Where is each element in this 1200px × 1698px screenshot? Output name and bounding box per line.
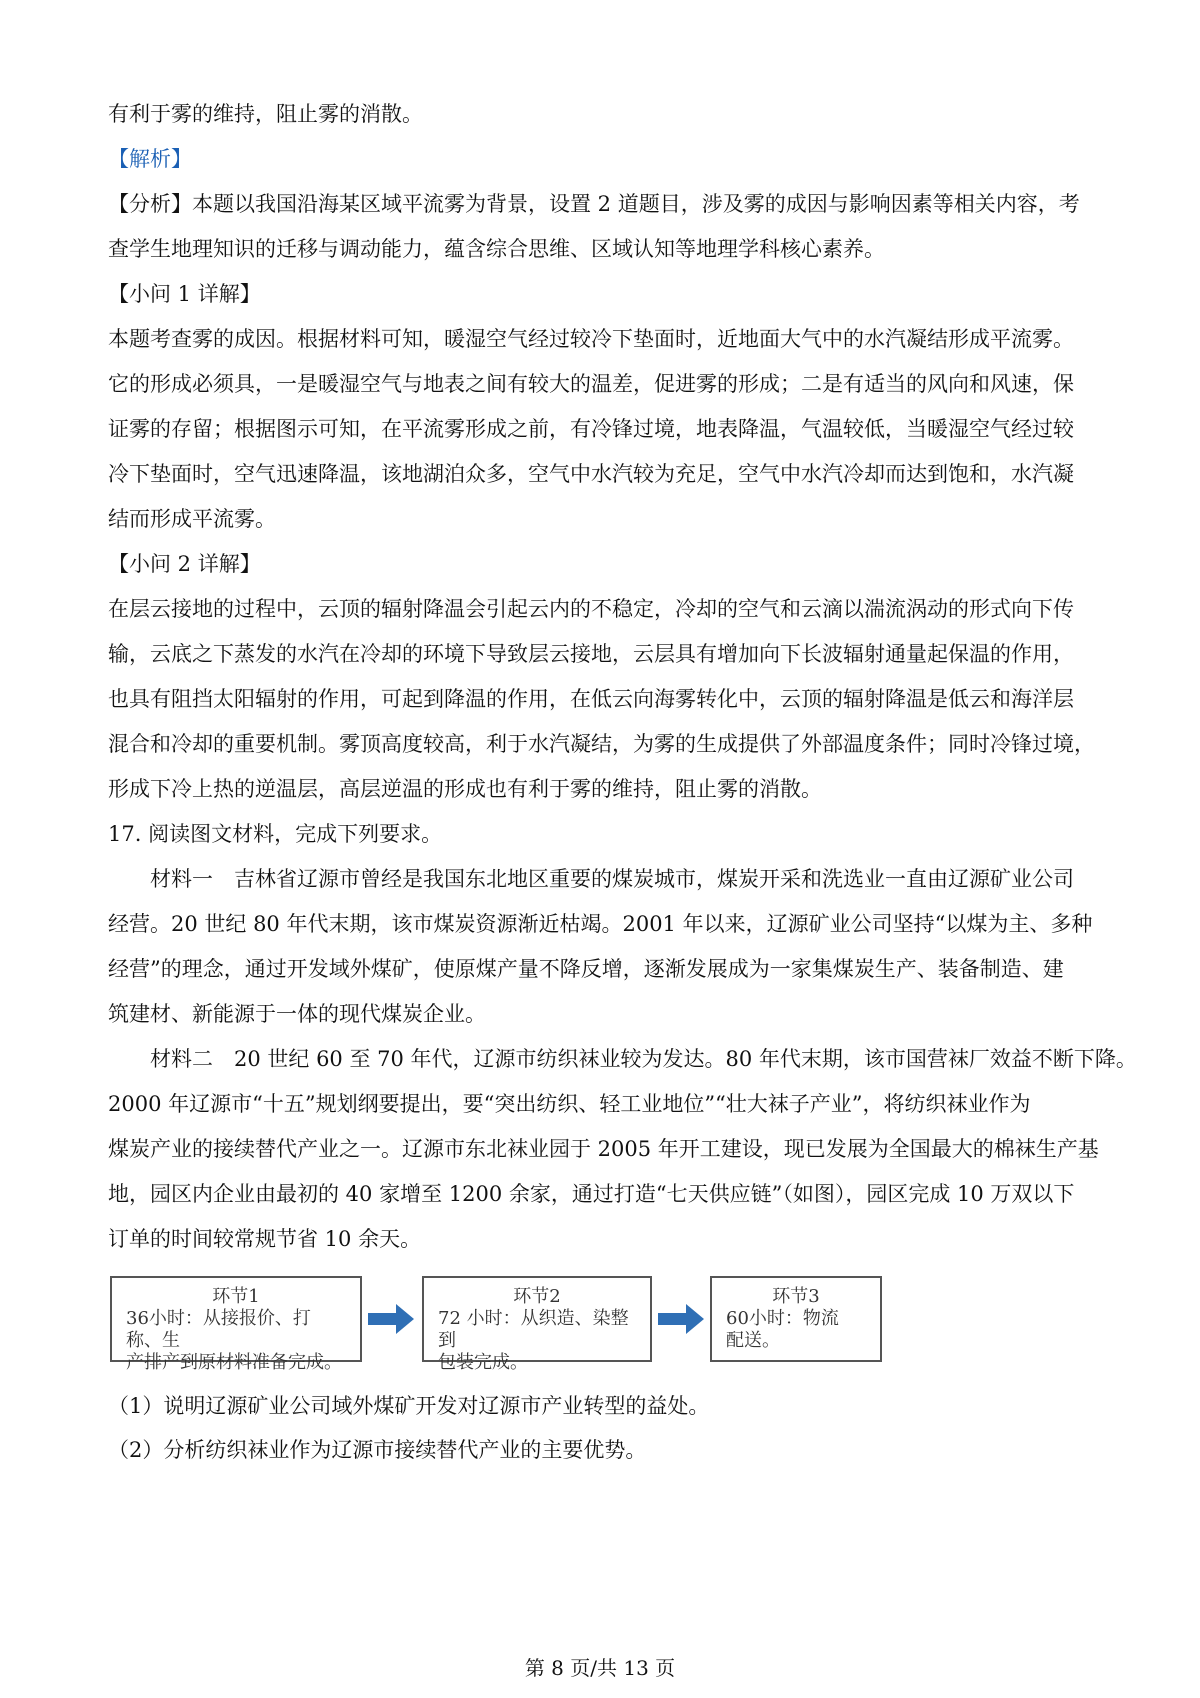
material-1-line: 经营。20 世纪 80 年代末期，该市煤炭资源渐近枯竭。2001 年以来，辽源矿业公司坚持“以煤为主、多种 — [108, 912, 1093, 936]
q2-line: 输，云底之下蒸发的水汽在冷却的环境下导致层云接地，云层具有增加向下长波辐射通量起保温的作用， — [108, 642, 1074, 666]
q2-line: 也具有阻挡太阳辐射的作用，可起到降温的作用，在低云向海雾转化中，云顶的辐射降温是低云和海洋层 — [108, 687, 1074, 711]
material-1-line: 材料一 吉林省辽源市曾经是我国东北地区重要的煤炭城市，煤炭开采和洗选业一直由辽源矿业公司 — [150, 867, 1074, 891]
q2-line: 形成下冷上热的逆温层，高层逆温的形成也有利于雾的维持，阻止雾的消散。 — [108, 777, 822, 801]
q2-line: 混合和冷却的重要机制。雾顶高度较高，利于水汽凝结，为雾的生成提供了外部温度条件；同时冷锋过境， — [108, 732, 1095, 756]
q1-line: 结而形成平流雾。 — [108, 507, 276, 531]
flow-step-text: 包装完成。 — [438, 1352, 528, 1373]
material-1-line: 筑建材、新能源于一体的现代煤炭企业。 — [108, 1002, 486, 1026]
sub-questions — [108, 1384, 1098, 1472]
flow-step-text: 72 小时：从织造、染整到 — [438, 1308, 629, 1351]
question-17-title: 17. 阅读图文材料，完成下列要求。 — [108, 822, 443, 846]
flow-step-title: 环节1 — [212, 1286, 260, 1307]
material-2-line: 2000 年辽源市“十五”规划纲要提出，要“突出纺织、轻工业地位”“壮大袜子产业”，将纺织袜业作为 — [108, 1092, 1031, 1116]
flow-step-title: 环节3 — [772, 1286, 820, 1307]
q1-heading: 【小问 1 详解】 — [108, 282, 261, 306]
material-1-line: 经营”的理念，通过开发域外煤矿，使原煤产量不降反增，逐渐发展成为一家集煤炭生产、装备制造、建 — [108, 957, 1064, 981]
q2-line: 在层云接地的过程中，云顶的辐射降温会引起云内的不稳定，冷却的空气和云滴以湍流涡动的形式向下传 — [108, 597, 1074, 621]
q1-line: 本题考查雾的成因。根据材料可知，暖湿空气经过较冷下垫面时，近地面大气中的水汽凝结形成平流雾。 — [108, 327, 1074, 351]
page-footer: 第 8 页/共 13 页 — [524, 1656, 676, 1680]
analysis-line-1: 【分析】本题以我国沿海某区域平流雾为背景，设置 2 道题目，涉及雾的成因与影响因素等相关内容，考 — [108, 192, 1080, 216]
flow-arrow-icon — [368, 1304, 414, 1334]
sub-question: （1）说明辽源矿业公司域外煤矿开发对辽源市产业转型的益处。 — [108, 1394, 710, 1418]
document-page — [108, 92, 1137, 1472]
analysis-heading: 【解析】 — [108, 147, 192, 171]
q2-heading: 【小问 2 详解】 — [108, 552, 261, 576]
flow-step-title: 环节2 — [513, 1286, 561, 1307]
material-2-line: 订单的时间较常规节省 10 余天。 — [108, 1227, 422, 1251]
flow-step-text: 60小时：物流 — [726, 1308, 839, 1329]
material-2-line: 材料二 20 世纪 60 至 70 年代，辽源市纺织袜业较为发达。80 年代末期，该市国营袜厂效益不断下降。 — [150, 1047, 1137, 1071]
q1-line: 冷下垫面时，空气迅速降温，该地湖泊众多，空气中水汽较为充足，空气中水汽冷却而达到饱和，水汽凝 — [108, 462, 1074, 486]
flow-step-1 — [110, 1276, 362, 1373]
supply-chain-flowchart — [110, 1276, 1098, 1376]
flow-step-2 — [422, 1276, 652, 1373]
flow-step-3 — [710, 1276, 882, 1362]
q1-line: 它的形成必须具，一是暖湿空气与地表之间有较大的温差，促进雾的形成；二是有适当的风向和风速，保 — [108, 372, 1074, 396]
flow-step-text: 36小时：从接报价、打称、生 — [126, 1308, 311, 1351]
flow-step-text: 配送。 — [726, 1330, 780, 1351]
q1-line: 证雾的存留；根据图示可知，在平流雾形成之前，有冷锋过境，地表降温，气温较低，当暖湿空气经过较 — [108, 417, 1074, 441]
material-2-line: 煤炭产业的接续替代产业之一。辽源市东北袜业园于 2005 年开工建设，现已发展为全国最大的棉袜生产基 — [108, 1137, 1099, 1161]
flow-step-text: 产排产到原材料准备完成。 — [126, 1352, 342, 1373]
analysis-line-2: 查学生地理知识的迁移与调动能力，蕴含综合思维、区域认知等地理学科核心素养。 — [108, 237, 885, 261]
flow-arrow-icon — [658, 1304, 704, 1334]
material-2-line: 地，园区内企业由最初的 40 家增至 1200 余家，通过打造“七天供应链”（如图），园区完成 10 万双以下 — [108, 1182, 1075, 1206]
sub-question: （2）分析纺织袜业作为辽源市接续替代产业的主要优势。 — [108, 1438, 647, 1462]
previous-answer-tail: 有利于雾的维持，阻止雾的消散。 — [108, 102, 423, 126]
